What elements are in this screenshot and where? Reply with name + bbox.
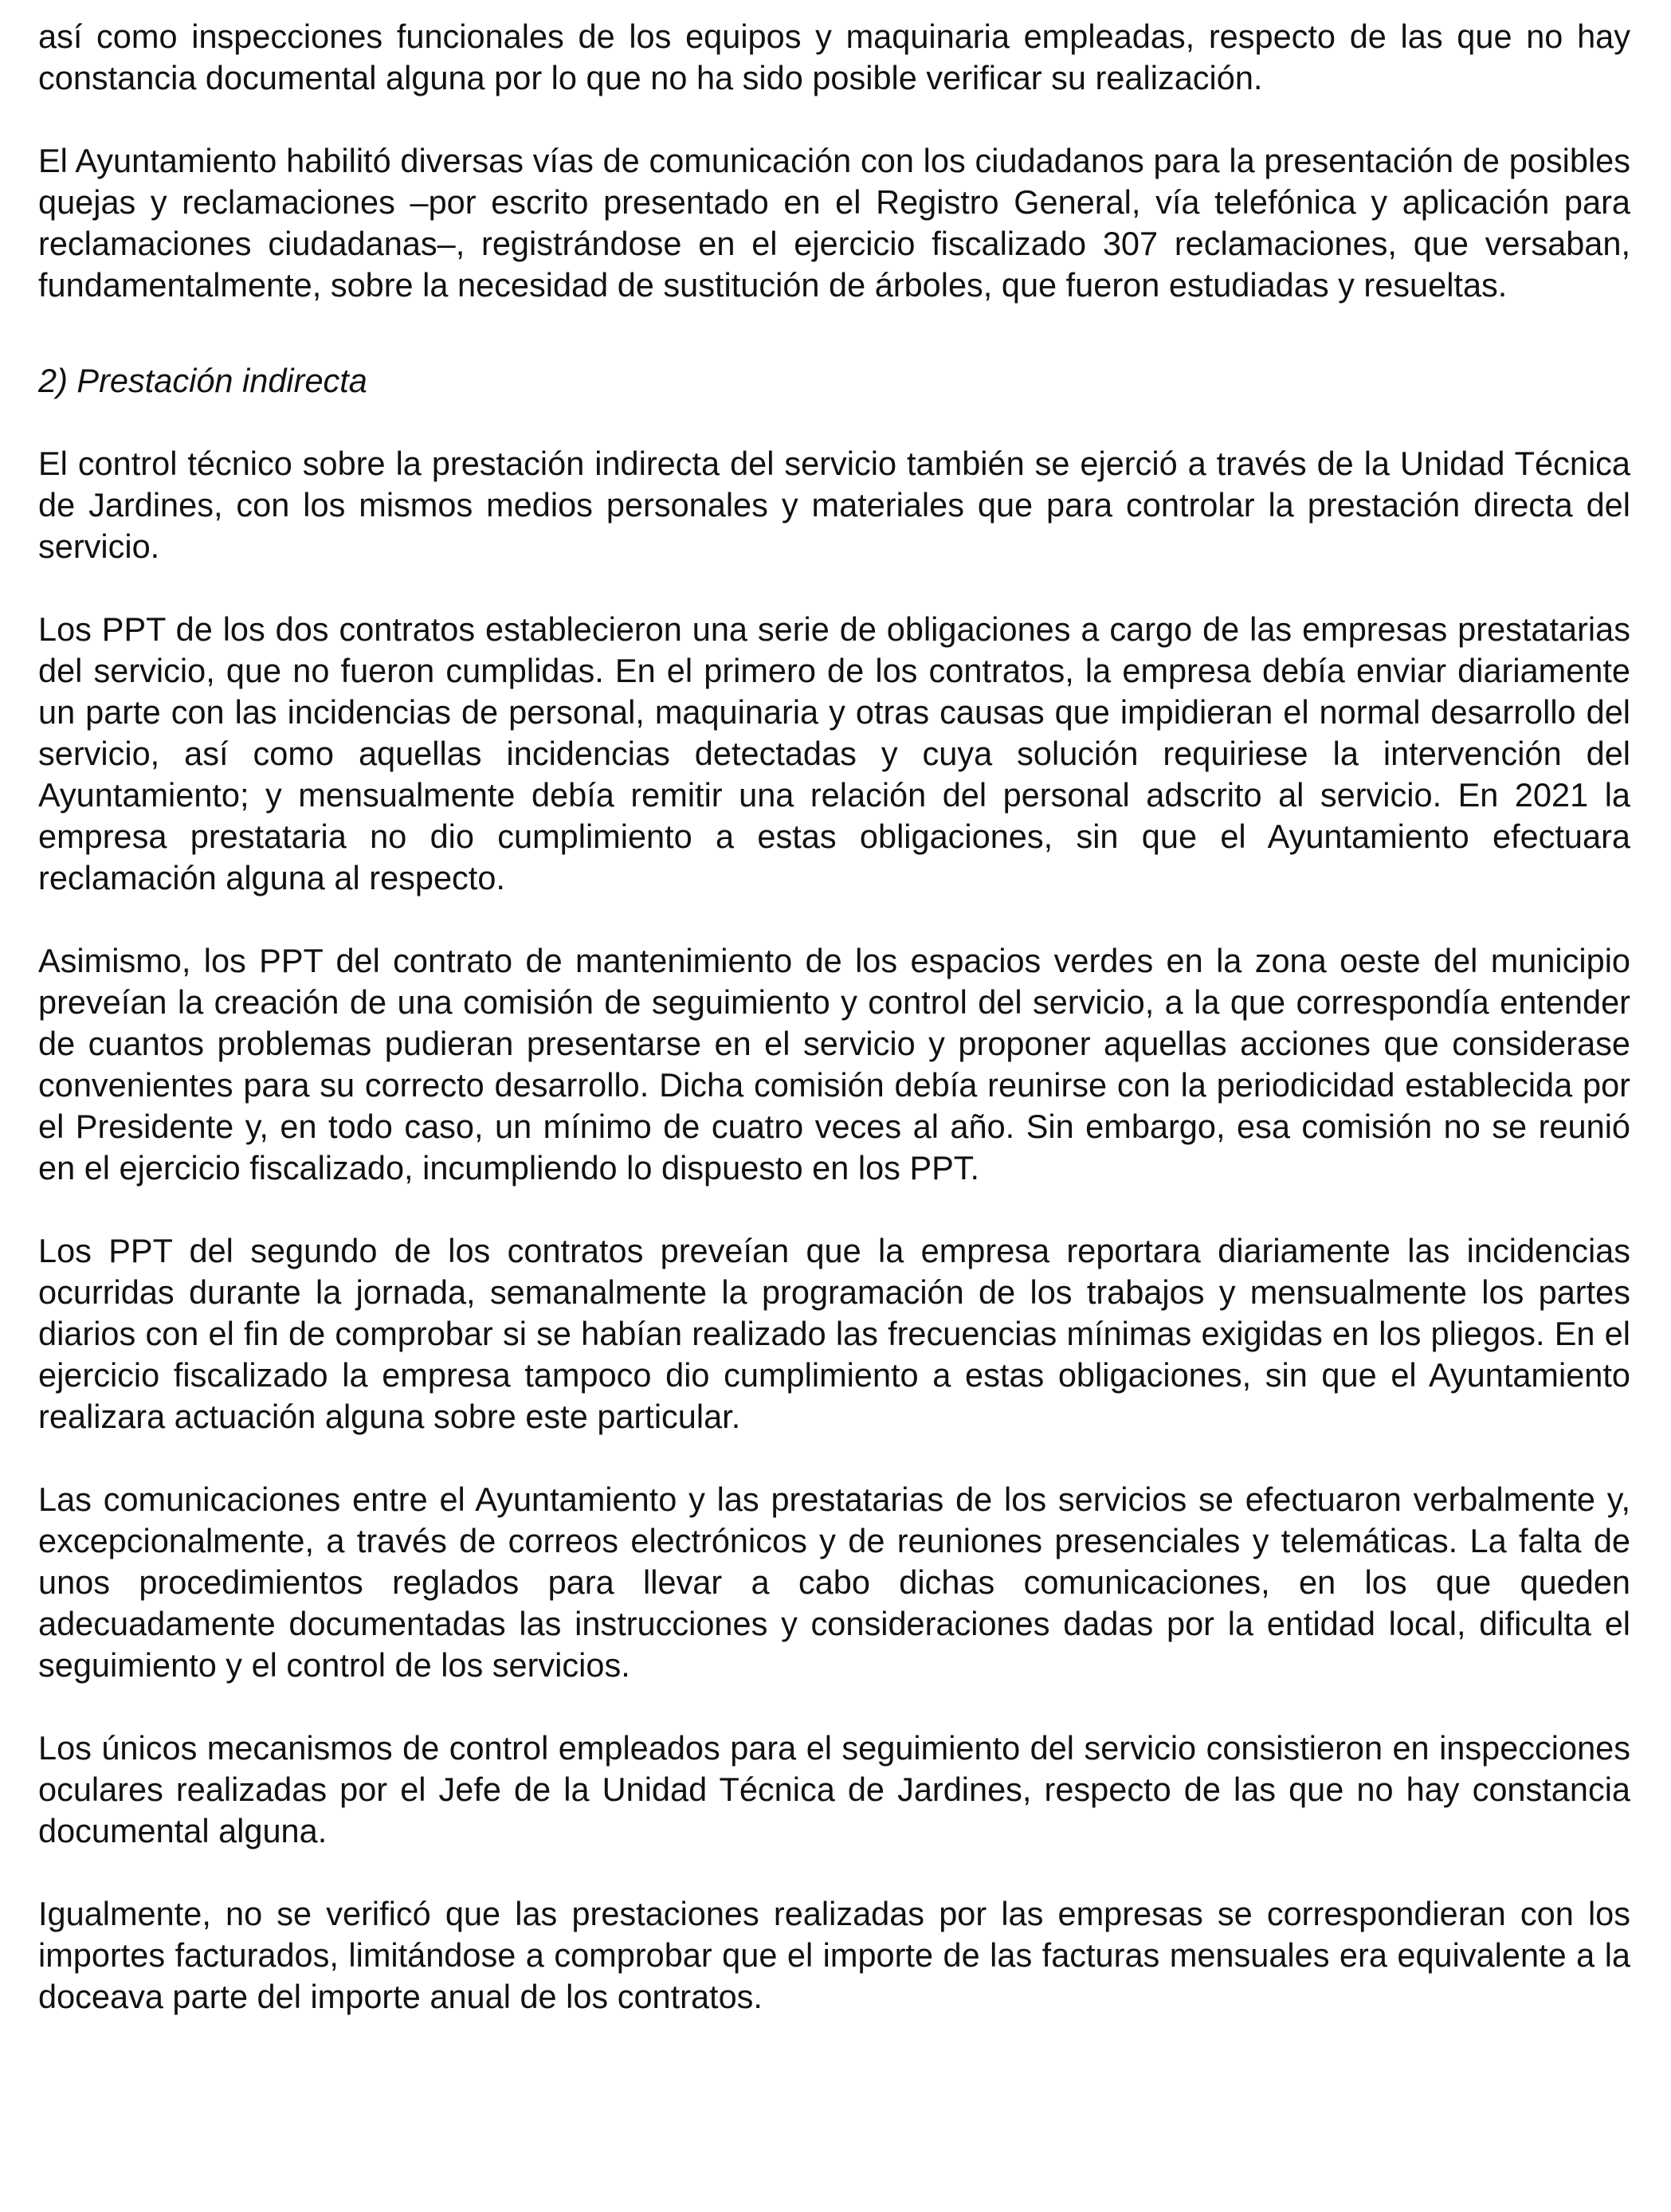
paragraph-comunicaciones: Las comunicaciones entre el Ayuntamiento y las prestatarias de los servicios se efectuaron verbalmente y, excepcionalmente, a través de correos electrónicos y de reuniones presenciales y telemáticas. La falta de unos procedimientos reglados para llevar a cabo dichas comunicaciones, en los que queden adecuadamente documentadas las instrucciones y consideraciones dadas por la entidad local, dificulta el seguimiento y el control de los servicios. <box>38 1481 1630 1684</box>
paragraph-reclamaciones: El Ayuntamiento habilitó diversas vías de comunicación con los ciudadanos para la presentación de posibles quejas y reclamaciones –por escrito presentado en el Registro General, vía telefónica y aplicación para reclamaciones ciudadanas–, registrándose en el ejercicio fiscalizado 307 reclamaciones, que versaban, fundamentalmente, sobre la necesidad de sustitución de árboles, que fueron estudiadas y resueltas. <box>38 142 1630 304</box>
paragraph-control-tecnico: El control técnico sobre la prestación indirecta del servicio también se ejerció a través de la Unidad Técnica de Jardines, con los mismos medios personales y materiales que para controlar la prestación directa del servicio. <box>38 445 1630 565</box>
paragraph-obligaciones-ppt: Los PPT de los dos contratos establecieron una serie de obligaciones a cargo de las empresas prestatarias del servicio, que no fueron cumplidas. En el primero de los contratos, la empresa debía enviar diariamente un parte con las incidencias de personal, maquinaria y otras causas que impidieran el normal desarrollo del servicio, así como aquellas incidencias detectadas y cuya solución requiriese la intervención del Ayuntamiento; y mensualmente debía remitir una relación del personal adscrito al servicio. En 2021 la empresa prestataria no dio cumplimiento a estas obligaciones, sin que el Ayuntamiento efectuara reclamación alguna al respecto. <box>38 610 1630 896</box>
document-page <box>38 16 1630 2059</box>
paragraph-inspecciones: así como inspecciones funcionales de los equipos y maquinaria empleadas, respecto de las que no hay constancia documental alguna por lo que no ha sido posible verificar su realización. <box>38 18 1630 96</box>
paragraph-mecanismos-control: Los únicos mecanismos de control empleados para el seguimiento del servicio consistieron en inspecciones oculares realizadas por el Jefe de la Unidad Técnica de Jardines, respecto de las que no hay constancia documental alguna. <box>38 1729 1630 1849</box>
paragraph-comision-seguimiento: Asimismo, los PPT del contrato de mantenimiento de los espacios verdes en la zona oeste del municipio preveían la creación de una comisión de seguimiento y control del servicio, a la que correspondía entender de cuantos problemas pudieran presentarse en el servicio y proponer aquellas acciones que considerase convenientes para su correcto desarrollo. Dicha comisión debía reunirse con la periodicidad establecida por el Presidente y, en todo caso, un mínimo de cuatro veces al año. Sin embargo, esa comisión no se reunió en el ejercicio fiscalizado, incumpliendo lo dispuesto en los PPT. <box>38 942 1630 1186</box>
paragraph-facturacion: Igualmente, no se verificó que las prestaciones realizadas por las empresas se correspondieran con los importes facturados, limitándose a comprobar que el importe de las facturas mensuales era equivalente a la doceava parte del importe anual de los contratos. <box>38 1895 1630 2015</box>
paragraph-segundo-contrato: Los PPT del segundo de los contratos preveían que la empresa reportara diariamente las incidencias ocurridas durante la jornada, semanalmente la programación de los trabajos y mensualmente los partes diarios con el fin de comprobar si se habían realizado las frecuencias mínimas exigidas en los pliegos. En el ejercicio fiscalizado la empresa tampoco dio cumplimiento a estas obligaciones, sin que el Ayuntamiento realizara actuación alguna sobre este particular. <box>38 1232 1630 1435</box>
section-heading-prestacion-indirecta: 2) Prestación indirecta <box>38 362 367 399</box>
